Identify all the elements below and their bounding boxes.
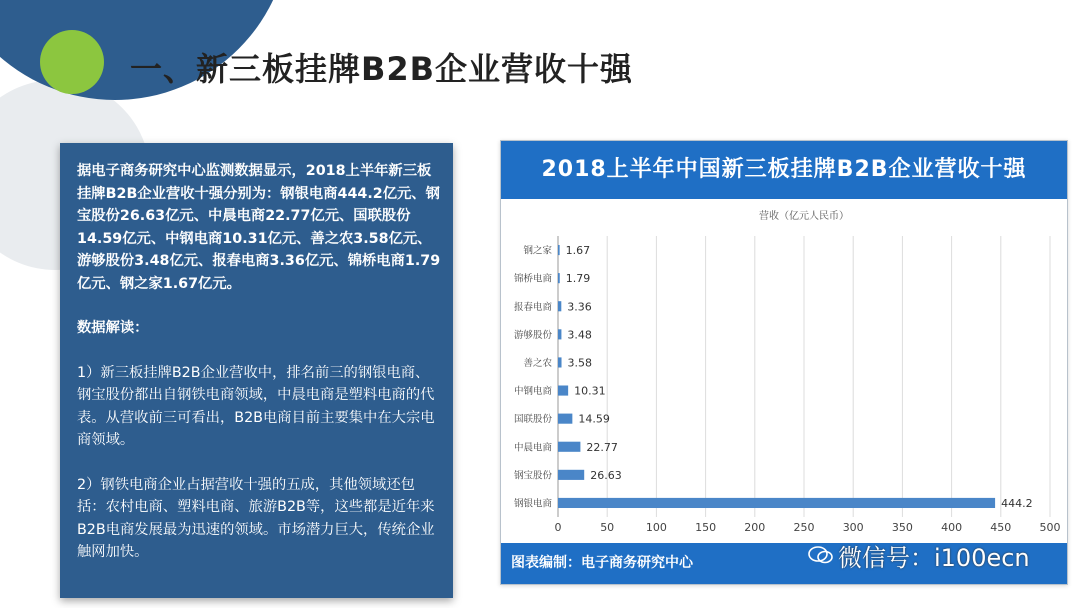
bar: [558, 442, 580, 452]
x-tick-label: 200: [744, 521, 766, 534]
bar: [558, 301, 561, 311]
data-label: 1.79: [565, 272, 591, 286]
bar: [558, 245, 560, 255]
data-label: 10.31: [574, 384, 606, 398]
category-label: 钢之家: [523, 245, 552, 257]
wechat-icon: [808, 545, 834, 565]
chart-source: 图表编制：电子商务研究中心: [501, 543, 1067, 584]
category-label: 善之农: [523, 357, 552, 369]
category-label: 报春电商: [513, 301, 552, 313]
category-label: 钢银电商: [513, 498, 552, 510]
bar: [558, 498, 995, 508]
bar: [558, 357, 562, 367]
decorative-green-circle: [40, 30, 104, 94]
x-tick-label: 50: [600, 521, 615, 534]
x-axis-title: 营收（亿元人民币）: [759, 211, 849, 222]
page-title: 一、新三板挂牌B2B企业营收十强: [130, 50, 634, 88]
data-label: 14.59: [578, 412, 610, 426]
bar: [558, 273, 560, 283]
x-tick-label: 450: [990, 521, 1012, 534]
category-label: 钢宝股份: [513, 470, 552, 482]
summary-text-panel: [60, 143, 453, 598]
x-tick-label: 100: [645, 521, 667, 534]
data-label: 3.36: [567, 300, 592, 314]
analysis-point-1: 1）新三板挂牌B2B企业营收中，排名前三的钢银电商、钢宝股份都出自钢铁电商领域，中晨电商是塑料电商的代表。从营收前三可看出，B2B电商目前主要集中在大宗电商领域。: [77, 364, 435, 448]
summary-paragraph: 据电子商务研究中心监测数据显示，2018上半年新三板挂牌B2B企业营收十强分别为：钢银电商444.2亿元、钢宝股份26.63亿元、中晨电商22.77亿元、国联股份14.59亿元、中钢电商10.31亿元、善之农3.58亿元、游够股份3.48亿元、报春电商3.36亿元、锦桥电商1.79亿元、钢之家1.67亿元。: [77, 163, 441, 292]
analysis-heading: 数据解读：: [77, 320, 149, 336]
analysis-point-2: 2）钢铁电商企业占据营收十强的五成，其他领域还包括：农村电商、塑料电商、旅游B2B等，这些都是近年来B2B电商发展最为迅速的领域。市场潜力巨大，传统企业触网加快。: [77, 476, 435, 560]
data-label: 3.48: [567, 328, 592, 342]
chart-card: [500, 140, 1068, 585]
wechat-watermark: 微信号：i100ecn: [838, 544, 1030, 572]
data-label: 22.77: [586, 440, 618, 454]
data-label: 444.2: [1001, 496, 1033, 510]
x-tick-label: 300: [842, 521, 864, 534]
bar-chart: [501, 199, 1067, 543]
category-label: 中晨电商: [513, 442, 552, 454]
data-label: 26.63: [590, 468, 622, 482]
bar: [558, 470, 584, 480]
x-tick-label: 250: [793, 521, 815, 534]
chart-title: 2018上半年中国新三板挂牌B2B企业营收十强: [501, 141, 1067, 199]
x-tick-label: 500: [1039, 521, 1061, 534]
x-tick-label: 350: [891, 521, 913, 534]
x-tick-label: 400: [941, 521, 963, 534]
x-tick-label: 0: [554, 521, 562, 534]
data-label: 3.58: [567, 356, 593, 370]
data-label: 1.67: [565, 244, 591, 258]
bar: [558, 414, 572, 424]
category-label: 国联股份: [513, 414, 552, 426]
category-label: 游够股份: [513, 329, 552, 341]
category-label: 中钢电商: [513, 386, 552, 398]
x-tick-label: 150: [695, 521, 717, 534]
category-label: 锦桥电商: [513, 273, 552, 285]
bar: [558, 329, 561, 339]
bar: [558, 385, 568, 395]
